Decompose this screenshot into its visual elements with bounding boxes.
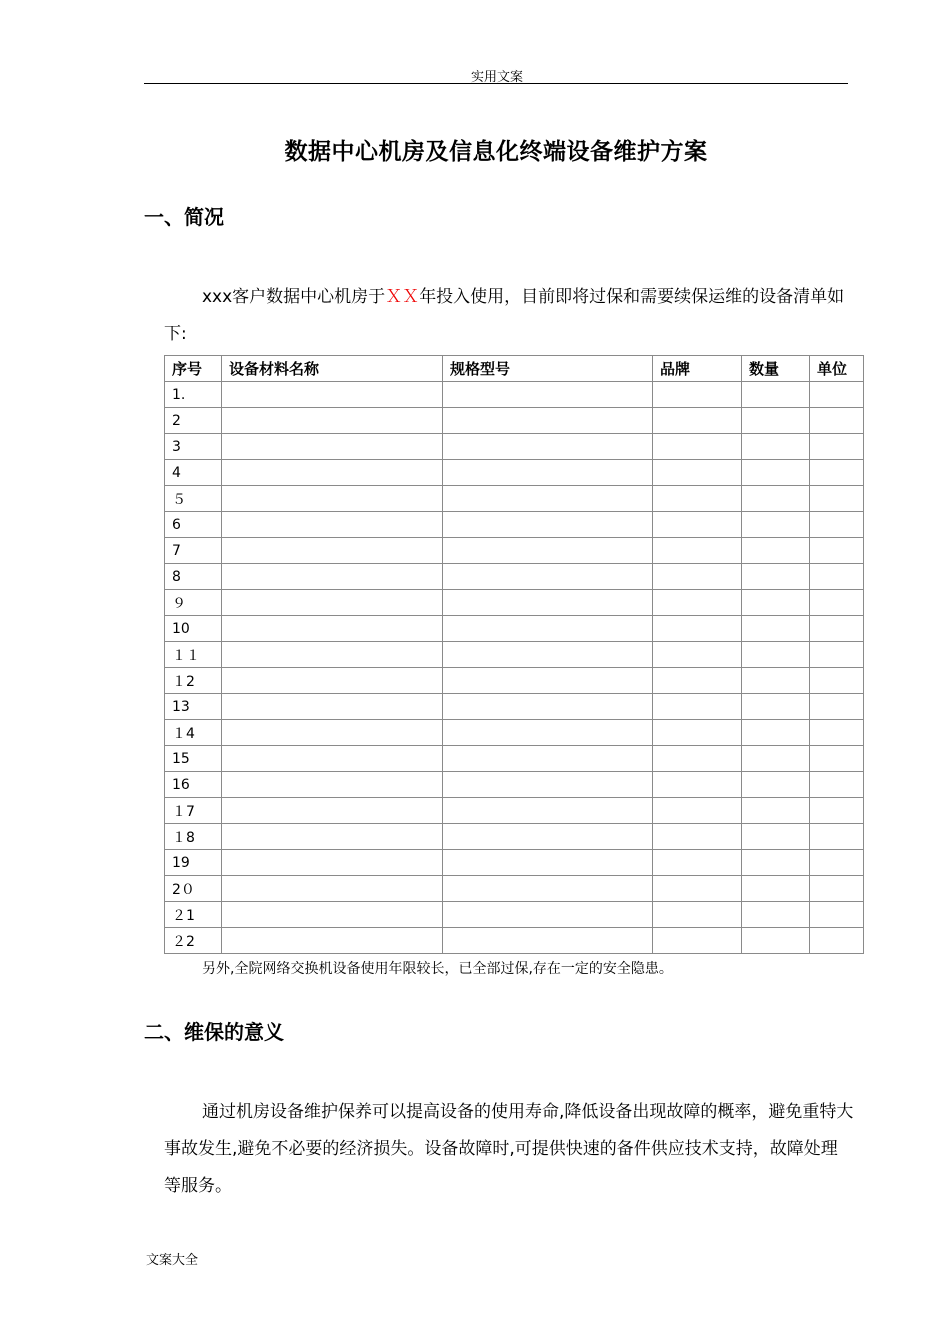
row-index-cell: 1. (165, 382, 222, 408)
table-row (165, 902, 864, 928)
row-index-cell: ２2 (165, 928, 222, 954)
row-model-cell (443, 850, 653, 876)
table-row (165, 928, 864, 954)
row-unit-cell (810, 590, 864, 616)
section-1-intro (164, 279, 854, 353)
row-name-cell (222, 512, 443, 538)
row-quantity-cell (742, 772, 810, 798)
table-row (165, 798, 864, 824)
row-index-cell: 19 (165, 850, 222, 876)
row-index-cell: １8 (165, 824, 222, 850)
table-row (165, 616, 864, 642)
row-model-cell (443, 642, 653, 668)
row-quantity-cell (742, 902, 810, 928)
row-quantity-cell (742, 512, 810, 538)
row-quantity-cell (742, 824, 810, 850)
col-header-quantity: 数量 (742, 356, 810, 382)
table-body (165, 382, 864, 954)
row-brand-cell (653, 382, 742, 408)
row-index-cell: 15 (165, 746, 222, 772)
table-row (165, 590, 864, 616)
col-header-index: 序号 (165, 356, 222, 382)
row-index-cell: 10 (165, 616, 222, 642)
intro-year-placeholder: ＸＸ (385, 287, 420, 307)
row-quantity-cell (742, 694, 810, 720)
col-header-name: 设备材料名称 (222, 356, 443, 382)
row-brand-cell (653, 512, 742, 538)
row-index-cell: 8 (165, 564, 222, 590)
row-model-cell (443, 772, 653, 798)
row-name-cell (222, 772, 443, 798)
row-unit-cell (810, 382, 864, 408)
row-model-cell (443, 616, 653, 642)
row-unit-cell (810, 486, 864, 512)
row-quantity-cell (742, 798, 810, 824)
row-quantity-cell (742, 668, 810, 694)
row-model-cell (443, 694, 653, 720)
row-unit-cell (810, 460, 864, 486)
table-row (165, 460, 864, 486)
row-brand-cell (653, 564, 742, 590)
row-quantity-cell (742, 590, 810, 616)
section-2-body-text: 通过机房设备维护保养可以提高设备的使用寿命,降低设备出现故障的概率，避免重特大事故发生,避免不必要的经济损失。设备故障时,可提供快速的备件供应技术支持，故障处理等服务。 (164, 1102, 854, 1196)
row-name-cell (222, 928, 443, 954)
row-model-cell (443, 824, 653, 850)
row-model-cell (443, 460, 653, 486)
row-model-cell (443, 928, 653, 954)
row-brand-cell (653, 876, 742, 902)
row-index-cell: ２1 (165, 902, 222, 928)
row-unit-cell (810, 694, 864, 720)
row-unit-cell (810, 850, 864, 876)
table-row (165, 746, 864, 772)
row-name-cell (222, 694, 443, 720)
row-index-cell: 3 (165, 434, 222, 460)
row-index-cell: 13 (165, 694, 222, 720)
row-model-cell (443, 798, 653, 824)
intro-text-before: xxx客户数据中心机房于 (202, 287, 386, 307)
table-row (165, 668, 864, 694)
row-brand-cell (653, 824, 742, 850)
row-brand-cell (653, 486, 742, 512)
row-model-cell (443, 564, 653, 590)
row-name-cell (222, 850, 443, 876)
row-brand-cell (653, 694, 742, 720)
col-header-unit: 单位 (810, 356, 864, 382)
table-row (165, 512, 864, 538)
row-model-cell (443, 408, 653, 434)
row-quantity-cell (742, 434, 810, 460)
page-footer: 文案大全 (146, 1253, 199, 1268)
table-row (165, 434, 864, 460)
row-unit-cell (810, 642, 864, 668)
row-name-cell (222, 434, 443, 460)
row-unit-cell (810, 798, 864, 824)
row-brand-cell (653, 746, 742, 772)
row-name-cell (222, 798, 443, 824)
row-brand-cell (653, 798, 742, 824)
row-brand-cell (653, 616, 742, 642)
row-name-cell (222, 486, 443, 512)
row-index-cell: 2 (165, 408, 222, 434)
row-name-cell (222, 538, 443, 564)
row-unit-cell (810, 408, 864, 434)
row-quantity-cell (742, 616, 810, 642)
row-brand-cell (653, 408, 742, 434)
row-name-cell (222, 824, 443, 850)
row-name-cell (222, 902, 443, 928)
section-1-heading: 一、简况 (144, 205, 224, 229)
table-row (165, 642, 864, 668)
row-unit-cell (810, 564, 864, 590)
row-name-cell (222, 564, 443, 590)
row-brand-cell (653, 434, 742, 460)
row-name-cell (222, 642, 443, 668)
row-quantity-cell (742, 642, 810, 668)
row-name-cell (222, 746, 443, 772)
table-row (165, 720, 864, 746)
row-model-cell (443, 746, 653, 772)
section-2-heading: 二、维保的意义 (144, 1020, 284, 1044)
col-header-brand: 品牌 (653, 356, 742, 382)
row-brand-cell (653, 772, 742, 798)
row-index-cell: ９ (165, 590, 222, 616)
row-index-cell: 6 (165, 512, 222, 538)
row-model-cell (443, 902, 653, 928)
row-brand-cell (653, 642, 742, 668)
row-brand-cell (653, 902, 742, 928)
row-model-cell (443, 538, 653, 564)
row-brand-cell (653, 928, 742, 954)
section-2-body (164, 1094, 854, 1205)
row-name-cell (222, 460, 443, 486)
row-model-cell (443, 434, 653, 460)
equipment-table (164, 355, 864, 954)
table-row (165, 382, 864, 408)
row-brand-cell (653, 850, 742, 876)
row-name-cell (222, 590, 443, 616)
row-unit-cell (810, 512, 864, 538)
row-unit-cell (810, 434, 864, 460)
row-index-cell: ５ (165, 486, 222, 512)
row-index-cell: １7 (165, 798, 222, 824)
row-unit-cell (810, 720, 864, 746)
row-quantity-cell (742, 486, 810, 512)
row-quantity-cell (742, 564, 810, 590)
row-brand-cell (653, 668, 742, 694)
table-row (165, 408, 864, 434)
row-quantity-cell (742, 876, 810, 902)
row-model-cell (443, 590, 653, 616)
note-text: 另外,全院网络交换机设备使用年限较长，已全部过保,存在一定的安全隐患。 (202, 961, 673, 977)
row-quantity-cell (742, 408, 810, 434)
intro-text-after: 年投入使用，目前即将过保和需要续保运维的设备清单如下: (164, 287, 845, 344)
row-quantity-cell (742, 538, 810, 564)
row-quantity-cell (742, 850, 810, 876)
row-model-cell (443, 512, 653, 538)
row-model-cell (443, 720, 653, 746)
document-title: 数据中心机房及信息化终端设备维护方案 (284, 139, 708, 165)
row-unit-cell (810, 538, 864, 564)
table-row (165, 486, 864, 512)
row-quantity-cell (742, 460, 810, 486)
row-model-cell (443, 382, 653, 408)
row-model-cell (443, 486, 653, 512)
col-header-model: 规格型号 (443, 356, 653, 382)
row-model-cell (443, 876, 653, 902)
row-quantity-cell (742, 720, 810, 746)
table-row (165, 564, 864, 590)
row-unit-cell (810, 928, 864, 954)
table-row (165, 772, 864, 798)
header-rule (144, 83, 848, 84)
row-name-cell (222, 720, 443, 746)
row-unit-cell (810, 876, 864, 902)
table-row (165, 824, 864, 850)
row-unit-cell (810, 668, 864, 694)
row-index-cell: 4 (165, 460, 222, 486)
row-brand-cell (653, 590, 742, 616)
row-name-cell (222, 616, 443, 642)
table-row (165, 694, 864, 720)
row-index-cell: １4 (165, 720, 222, 746)
row-name-cell (222, 876, 443, 902)
row-name-cell (222, 668, 443, 694)
table-row (165, 850, 864, 876)
row-unit-cell (810, 616, 864, 642)
row-quantity-cell (742, 928, 810, 954)
table-row (165, 876, 864, 902)
row-index-cell: 2０ (165, 876, 222, 902)
table-row (165, 538, 864, 564)
row-unit-cell (810, 772, 864, 798)
row-index-cell: １2 (165, 668, 222, 694)
row-index-cell: 7 (165, 538, 222, 564)
table-header-row (165, 356, 864, 382)
row-unit-cell (810, 746, 864, 772)
row-name-cell (222, 408, 443, 434)
row-unit-cell (810, 824, 864, 850)
row-quantity-cell (742, 746, 810, 772)
row-index-cell: 16 (165, 772, 222, 798)
page-header: 实用文案 (470, 70, 523, 85)
row-model-cell (443, 668, 653, 694)
row-quantity-cell (742, 382, 810, 408)
row-name-cell (222, 382, 443, 408)
row-index-cell: １１ (165, 642, 222, 668)
row-brand-cell (653, 460, 742, 486)
row-brand-cell (653, 538, 742, 564)
row-brand-cell (653, 720, 742, 746)
row-unit-cell (810, 902, 864, 928)
